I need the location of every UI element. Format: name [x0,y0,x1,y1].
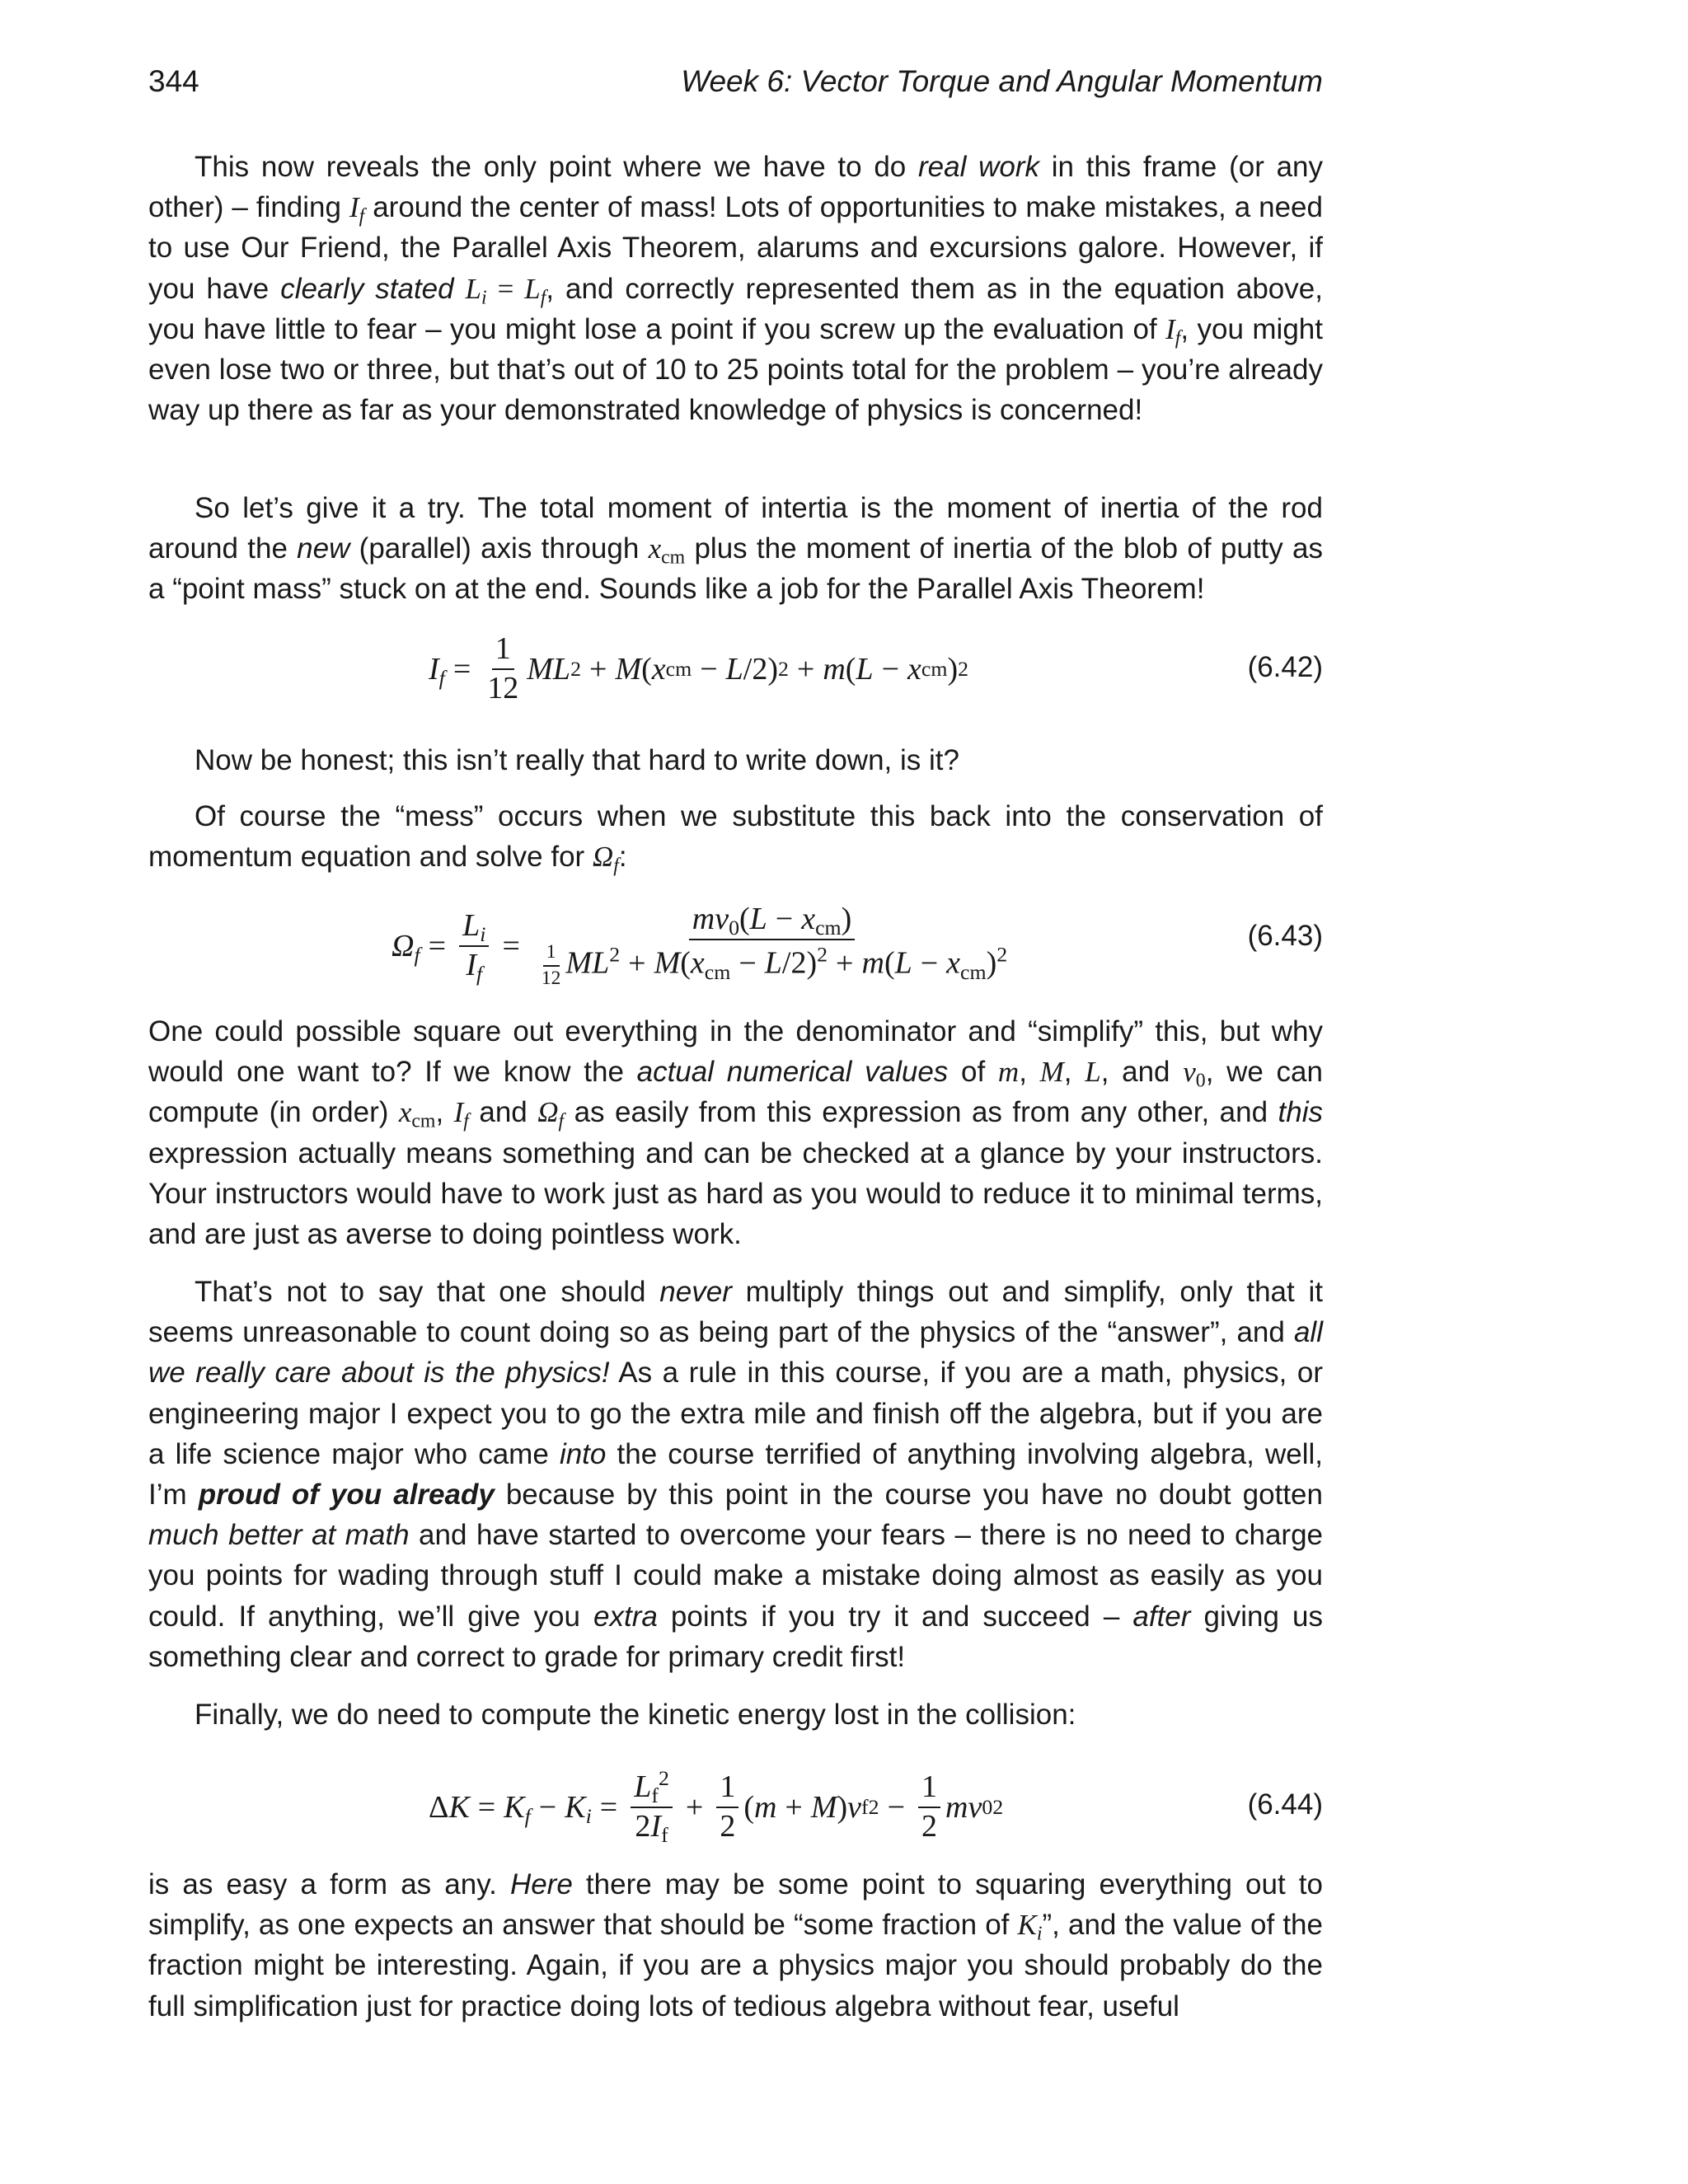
page-number: 344 [148,64,199,98]
paragraph-3: Now be honest; this isn’t really that hard to write down, is it? [195,744,959,776]
equation-6-44: Δ K = $K_f$ − $K_i$ = $\frac{L_f^2}{2I_f}$ + $\frac{1}{2}$ ( m + M ) v f 2 − $\frac{1}{2}$ mv 0 2 (6.44) [429,1766,1323,1848]
page-header [148,64,1323,101]
paragraph-6: That’s not to say that one should never multiply things out and simplify, only that it seems unreasonable to count doing so as being part of the physics of the “answer”, and all we really care about is the physics! As a rule in this course, if you are a math, physics, or engineering major I expect you to go the extra mile and finish off the algebra, but if you are a life science major who came into the course terrified of anything involving algebra, well, I’m proud of you already because by this point in the course you have no doubt gotten much better at math and have started to overcome your fears – there is no need to charge you points for wading through stuff I could make a mistake doing almost as easily as you could. If anything, we’ll give you extra points if you try it and succeed – after giving us something clear and correct to grade for primary credit first! [148,1276,1323,1673]
equation-6-42: $I_f$ = $\frac{1}{12}$ ML 2 + M ( x cm − L /2) 2 + m ( L − x cm ) 2 (6.42) [429,631,1323,705]
paragraph-5: One could possible square out everything in the denominator and “simplify” this, but why would one want to? If we know the actual numerical values of m, M, L, and $v_0$, we can compute (in order) $x_{cm}$, $I_f$ and $\Omega_f$ as easily from this expression as from any other, and this expression actually means something and can be checked at a glance by your instructors. Your instructors would have to work just as hard as you would to reduce it to minimal terms, and are just as averse to doing pointless work. [148,1015,1323,1251]
paragraph-2: So let’s give it a try. The total moment of intertia is the moment of inertia of the rod around the new (parallel) axis through $x_{cm}$ plus the moment of inertia of the blob of putty as a “point mass” stuck on at the end. Sounds like a job for the Parallel Axis Theorem! [148,492,1323,606]
running-head: Week 6: Vector Torque and Angular Momentum [681,64,1323,98]
paragraph-4: Of course the “mess” occurs when we substitute this back into the conservation of momentum equation and solve for $\Omega_f$: [148,800,1323,877]
equation-number: (6.42) [1247,651,1323,683]
equation-6-43: $\Omega_f$ = $\frac{L_i}{I_f}$ = $mv_0(L - x_{cm})$ $\frac{1}{12}$ $ML^2 + M(x_{cm} - L/2)^2 + m(L - x_{cm})^2$ (6.43) [392,902,1323,989]
equation-number: (6.43) [1247,920,1323,952]
equation-number: (6.44) [1247,1788,1323,1821]
paragraph-8: is as easy a form as any. Here there may be some point to squaring everything out to simplify, as one expects an answer that should be “some fraction of $K_i$”, and the value of the fraction might be interesting. Again, if you are a physics major you should probably do the full simplification just for practice doing lots of tedious algebra without fear, useful [148,1868,1323,2022]
paragraph-7: Finally, we do need to compute the kinetic energy lost in the collision: [195,1699,1076,1731]
paragraph-1: This now reveals the only point where we have to do real work in this frame (or any other) – finding $I_f$ around the center of mass! Lots of opportunities to make mistakes, a need to use Our Friend, the Parallel Axis Theorem, alarums and excursions galore. However, if you have clearly stated $L_i = L_f$, and correctly represented them as in the equation above, you have little to fear – you might lose a point if you screw up the evaluation of $I_f$, you might even lose two or three, but that’s out of 10 to 25 points total for the problem – you’re already way up there as far as your demonstrated knowledge of physics is concerned! [148,151,1324,427]
